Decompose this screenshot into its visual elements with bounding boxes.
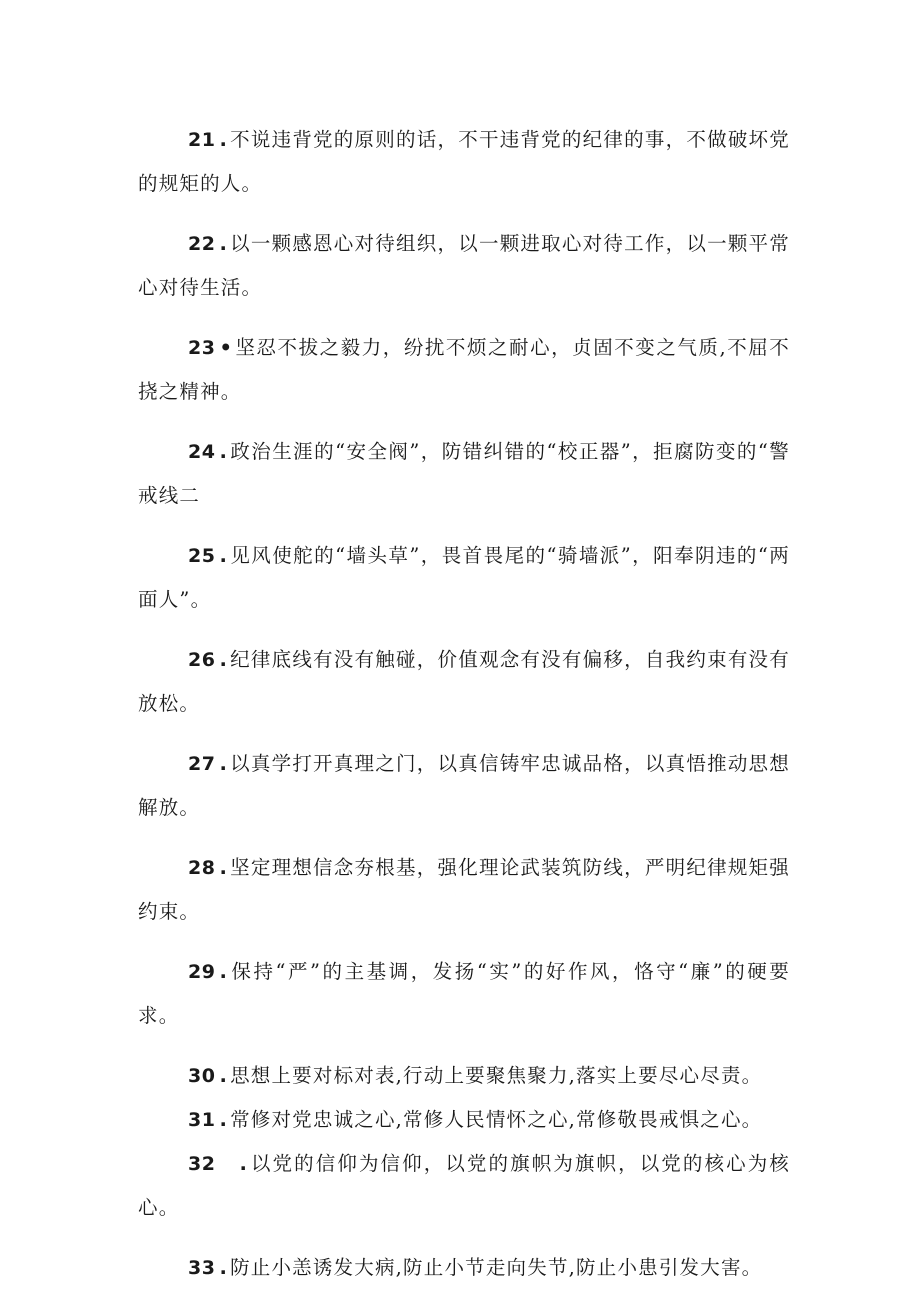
- document-page: [138, 118, 790, 1306]
- item-text: 见风使舵的“墙头草”，畏首畏尾的“骑墙派”，阳奉阴违的“两面人”。: [138, 544, 790, 611]
- list-item-26: [138, 638, 790, 726]
- item-number: 28: [188, 857, 216, 879]
- item-number: 25: [188, 545, 216, 567]
- item-separator: .: [219, 960, 229, 983]
- item-text: 以一颗感恩心对待组织，以一颗进取心对待工作，以一颗平常心对待生活。: [138, 232, 790, 299]
- item-separator: .: [219, 1108, 229, 1131]
- item-text: 不说违背党的原则的话，不干违背党的纪律的事，不做破坏党的规矩的人。: [138, 128, 790, 195]
- item-number: 32: [188, 1153, 216, 1175]
- item-separator: .: [239, 1152, 249, 1175]
- list-item-30: [138, 1054, 790, 1098]
- list-item-22: [138, 222, 790, 310]
- list-item-29: [138, 950, 790, 1038]
- item-separator: .: [219, 128, 229, 151]
- item-number: 29: [188, 961, 216, 983]
- item-text: 防止小恙诱发大病,防止小节走向失节,防止小患引发大害。: [230, 1256, 763, 1279]
- item-number: 31: [188, 1109, 216, 1131]
- list-item-32: [138, 1142, 790, 1230]
- item-number: 24: [188, 441, 216, 463]
- item-number: 33: [188, 1257, 216, 1279]
- item-separator: .: [219, 752, 229, 775]
- item-number: 27: [188, 753, 216, 775]
- list-item-27: [138, 742, 790, 830]
- item-text: 以真学打开真理之门，以真信铸牢忠诚品格，以真悟推动思想解放。: [138, 752, 790, 819]
- item-separator: .: [219, 1256, 229, 1279]
- list-item-21: [138, 118, 790, 206]
- list-item-33: [138, 1246, 790, 1290]
- item-number: 30: [188, 1065, 216, 1087]
- item-text: 政治生涯的“安全阀”，防错纠错的“校正器”，拒腐防变的“警戒线二: [138, 440, 790, 507]
- item-text: 纪律底线有没有触碰，价值观念有没有偏移，自我约束有没有放松。: [138, 648, 790, 715]
- list-item-28: [138, 846, 790, 934]
- item-text: 以党的信仰为信仰，以党的旗帜为旗帜，以党的核心为核心。: [138, 1152, 790, 1219]
- item-separator: .: [219, 544, 229, 567]
- list-item-23: [138, 326, 790, 414]
- item-text: 坚忍不拔之毅力，纷扰不烦之耐心，贞固不变之气质,不屈不挠之精神。: [138, 336, 790, 403]
- item-separator: .: [219, 440, 229, 463]
- list-item-24: [138, 430, 790, 518]
- list-item-25: [138, 534, 790, 622]
- item-number: 22: [188, 233, 216, 255]
- item-separator: .: [219, 1064, 229, 1087]
- item-text: 坚定理想信念夯根基，强化理论武装筑防线，严明纪律规矩强约束。: [138, 856, 790, 923]
- list-item-31: [138, 1098, 790, 1142]
- item-number: 21: [188, 129, 216, 151]
- item-separator: •: [219, 336, 234, 359]
- item-number: 23: [188, 337, 216, 359]
- item-text: 保持“严”的主基调，发扬“实”的好作风，恪守“廉”的硬要求。: [138, 960, 790, 1027]
- item-separator: .: [219, 232, 229, 255]
- item-separator: .: [219, 648, 229, 671]
- item-number: 26: [188, 649, 216, 671]
- item-separator: .: [219, 856, 229, 879]
- item-text: 思想上要对标对表,行动上要聚焦聚力,落实上要尽心尽责。: [230, 1064, 763, 1087]
- item-text: 常修对党忠诚之心,常修人民情怀之心,常修敬畏戒惧之心。: [230, 1108, 763, 1131]
